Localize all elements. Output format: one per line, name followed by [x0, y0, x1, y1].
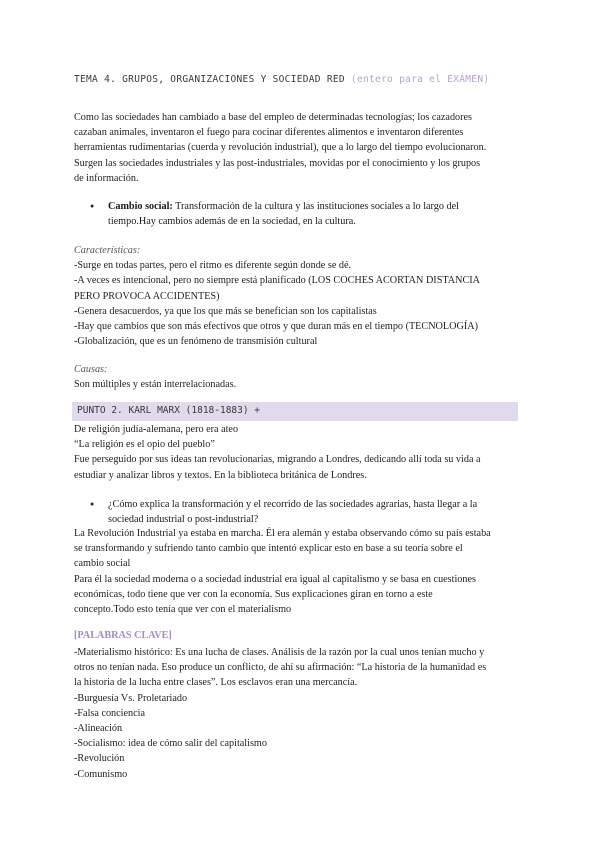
pregunta-bullet — [108, 497, 532, 527]
intro-line: herramientas rudimentarias (cuerda y revolución industrial), que a lo largo del tiempo evolucionaron. — [74, 142, 487, 154]
intro-line: Como las sociedades han cambiado a base del empleo de determinadas tecnologías; los cazadores — [74, 112, 473, 123]
palabra-clave-item: -Burguesía Vs. Proletariado — [74, 692, 188, 704]
cambio-social-text: Transformación de la cultura y las instituciones sociales a lo largo del — [172, 201, 459, 212]
revolucion-line: La Revolución Industrial ya estaba en marcha. Él era alemán y estaba observando cómo su país estaba — [74, 528, 491, 539]
title-text: TEMA 4. GRUPOS, ORGANIZACIONES Y SOCIEDAD RED — [74, 74, 345, 85]
punto2-title: PUNTO 2. KARL MARX (1818-1883) + — [77, 405, 261, 416]
intro-line: Surgen las sociedades industriales y las post-industriales, movidas por el conocimiento y los grupos — [74, 157, 481, 169]
pregunta-text: sociedad industrial o post-industrial? — [108, 514, 259, 526]
intro-line: cazaban animales, inventaron el fuego para cocinar diferentes alimentos e inventaron diferentes — [74, 127, 464, 139]
section-title — [74, 74, 489, 85]
marx-bio — [74, 422, 532, 483]
palabra-clave-item: -Socialismo: idea de cómo salir del capitalismo — [74, 738, 267, 750]
intro-paragraph — [74, 110, 532, 186]
caracteristica-item: -Genera desacuerdos, ya que los que más se benefician son los capitalistas — [74, 305, 377, 317]
caracteristica-item: -Globalización, que es un fenómeno de transmisión cultural — [74, 336, 318, 348]
causas-heading: Causas: — [74, 364, 108, 375]
palabra-clave-item: -Revolución — [74, 753, 125, 765]
revolucion-line: cambio social — [74, 558, 131, 570]
palabra-clave-item: la historia de la lucha entre clases”. Los esclavos eran una mercancía. — [74, 677, 358, 689]
caracteristica-item: PERO PROVOCA ACCIDENTES) — [74, 290, 220, 302]
caracteristica-item: -Surge en todas partes, pero el ritmo es diferente según donde se dé. — [74, 260, 352, 272]
revolucion-line: Para él la sociedad moderna o a sociedad industrial era igual al capitalismo y se basa en cuestiones — [74, 573, 476, 585]
marx-line: “La religión es el opio del pueblo” — [74, 439, 215, 451]
intro-line: de información. — [74, 172, 139, 184]
causas-text: Son múltiples y están interrelacionadas. — [74, 379, 237, 391]
palabra-clave-item: -Materialismo histórico: Es una lucha de clases. Análisis de la razón por la cual unos tenían mucho y — [74, 647, 485, 658]
pregunta-text: ● ¿Cómo explica la transformación y el recorrido de las sociedades agrarias, hasta llegar a la — [108, 499, 478, 510]
title-note: (entero para el EXÁMEN) — [350, 74, 490, 85]
caracteristica-item: -Hay que cambios que son más efectivos que otros y que duran más en el tiempo (TECNOLOGÍA) — [74, 321, 478, 333]
palabra-clave-item: otros no tenían nada. Eso produce un conflicto, de ahí su afirmación: “La historia de la humanidad es — [74, 662, 487, 674]
palabra-clave-item: -Comunismo — [74, 768, 128, 780]
marx-line: De religión judía-alemana, pero era ateo — [74, 424, 239, 435]
cambio-social-bullet — [108, 199, 532, 229]
revolucion-paragraph — [74, 526, 532, 617]
revolucion-line: concepto.Todo esto tenía que ver con el materialismo — [74, 604, 292, 616]
palabras-clave-list — [74, 645, 532, 782]
marx-line: Fue perseguido por sus ideas tan revolucionarias, migrando a Londres, dedicando allí toda su vida a — [74, 454, 481, 466]
palabra-clave-item: -Alineación — [74, 723, 123, 735]
revolucion-line: se transformando y sufriendo tanto cambio que intentó explicar esto en base a su teoría sobre el — [74, 543, 463, 555]
cambio-social-label: Cambio social: — [108, 201, 173, 212]
palabras-clave-heading: [PALABRAS CLAVE] — [74, 630, 172, 641]
caracteristicas-heading: Características: — [74, 245, 141, 256]
palabra-clave-item: -Falsa conciencia — [74, 707, 145, 719]
revolucion-line: económicas, todo tiene que ver con la economía. Sus explicaciones giran en torno a este — [74, 588, 433, 600]
caracteristicas-section — [74, 243, 532, 349]
cambio-social-text: tiempo.Hay cambios además de en la sociedad, en la cultura. — [108, 216, 356, 228]
marx-line: estudiar y analizar libros y textos. En la biblioteca británica de Londres. — [74, 469, 367, 481]
caracteristica-item: -A veces es intencional, pero no siempre está planificado (LOS COCHES ACORTAN DISTANCIA — [74, 275, 481, 287]
causas-section — [74, 362, 532, 392]
